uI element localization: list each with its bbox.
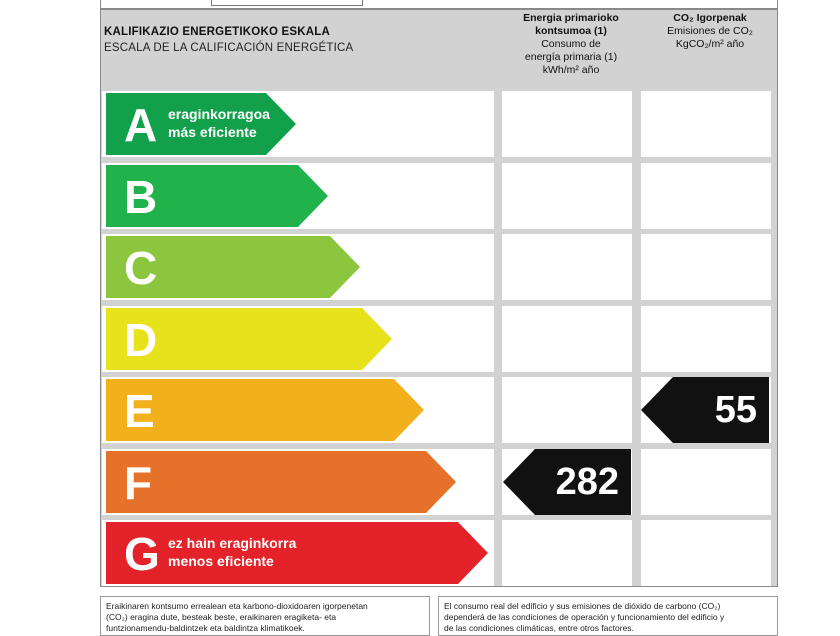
co2-cell bbox=[641, 234, 771, 300]
scale-title: KALIFIKAZIO ENERGETIKOKO ESKALA bbox=[104, 26, 330, 38]
footer-es-line-3: de las condiciones climáticas, entre otros factores. bbox=[444, 623, 634, 633]
energy-title-eu: Energia primarioko bbox=[523, 12, 619, 24]
arrow-fill bbox=[106, 451, 456, 513]
footer-note-eu bbox=[100, 596, 430, 636]
rating-arrow-c bbox=[106, 236, 360, 300]
co2-result-marker bbox=[641, 377, 769, 443]
rating-arrow-e bbox=[106, 379, 424, 443]
footer-es-line-1: El consumo real del edificio y sus emisiones de dióxido de carbono (CO₂) bbox=[444, 601, 721, 611]
arrow-shape bbox=[106, 522, 488, 584]
footer-es-line-2: dependerá de las condiciones de operación y funcionamiento del edificio y bbox=[444, 612, 725, 622]
co2-column-header bbox=[640, 12, 780, 51]
rating-desc-es: más eficiente bbox=[168, 124, 257, 140]
co2-title-eu: CO₂ Igorpenak bbox=[673, 12, 747, 24]
rating-arrow-b bbox=[106, 165, 328, 229]
footer-eu-line-1: Eraikinaren kontsumo errealean eta karbono-dioxidoaren igorpenetan bbox=[106, 601, 368, 611]
marker-value: 282 bbox=[555, 460, 619, 503]
energy-title-es-2: energía primaria (1) bbox=[524, 51, 618, 63]
rating-letter: F bbox=[124, 456, 153, 509]
energy-title-eu-2: kontsumoa (1) bbox=[535, 25, 607, 37]
rating-letter: B bbox=[124, 170, 158, 223]
energy-result-marker bbox=[503, 449, 631, 515]
rating-desc-es: menos eficiente bbox=[168, 553, 274, 569]
rating-arrow-f bbox=[106, 451, 456, 515]
arrow-shape bbox=[106, 451, 456, 513]
footer-eu-line-3: funtzionamendu-baldintzek eta baldintza klimatikoek. bbox=[106, 623, 305, 633]
rating-letter: C bbox=[124, 242, 158, 294]
rating-desc-eu: eraginkorragoa bbox=[168, 106, 270, 122]
co2-cell bbox=[641, 520, 771, 586]
top-box bbox=[211, 0, 363, 6]
scale-subtitle: ESCALA DE LA CALIFICACIÓN ENERGÉTICA bbox=[104, 42, 354, 54]
energy-column-header bbox=[500, 12, 642, 77]
arrow-fill bbox=[106, 522, 488, 584]
energy-cell bbox=[502, 306, 632, 372]
footer-eu-line-2: (CO₂) eragina dute, besteak beste, eraikinaren eragiketa- eta bbox=[106, 612, 337, 622]
energy-title-es-1: Consumo de bbox=[541, 38, 601, 50]
co2-title-es: Emisiones de CO₂ bbox=[667, 25, 753, 37]
energy-cell bbox=[502, 520, 632, 586]
rating-letter: E bbox=[124, 385, 155, 437]
energy-cell bbox=[502, 377, 632, 443]
footer-note-es bbox=[438, 596, 778, 636]
co2-cell bbox=[641, 91, 771, 157]
co2-cell bbox=[641, 163, 771, 229]
rating-arrow-a bbox=[106, 93, 296, 157]
marker-value: 55 bbox=[714, 389, 757, 431]
rating-arrow-d bbox=[106, 308, 392, 372]
co2-cell bbox=[641, 306, 771, 372]
energy-cell bbox=[502, 91, 632, 157]
rating-arrow-g bbox=[106, 522, 488, 586]
co2-unit: KgCO₂/m² año bbox=[675, 38, 745, 50]
energy-cell bbox=[502, 234, 632, 300]
rating-desc-eu: ez hain eraginkorra bbox=[168, 535, 297, 551]
rating-letter: D bbox=[124, 313, 158, 366]
rating-letter: A bbox=[124, 99, 158, 151]
energy-unit: kWh/m² año bbox=[542, 64, 600, 76]
rating-letter: G bbox=[124, 528, 160, 580]
co2-cell bbox=[641, 449, 771, 515]
energy-cell bbox=[502, 163, 632, 229]
top-border bbox=[100, 0, 778, 9]
